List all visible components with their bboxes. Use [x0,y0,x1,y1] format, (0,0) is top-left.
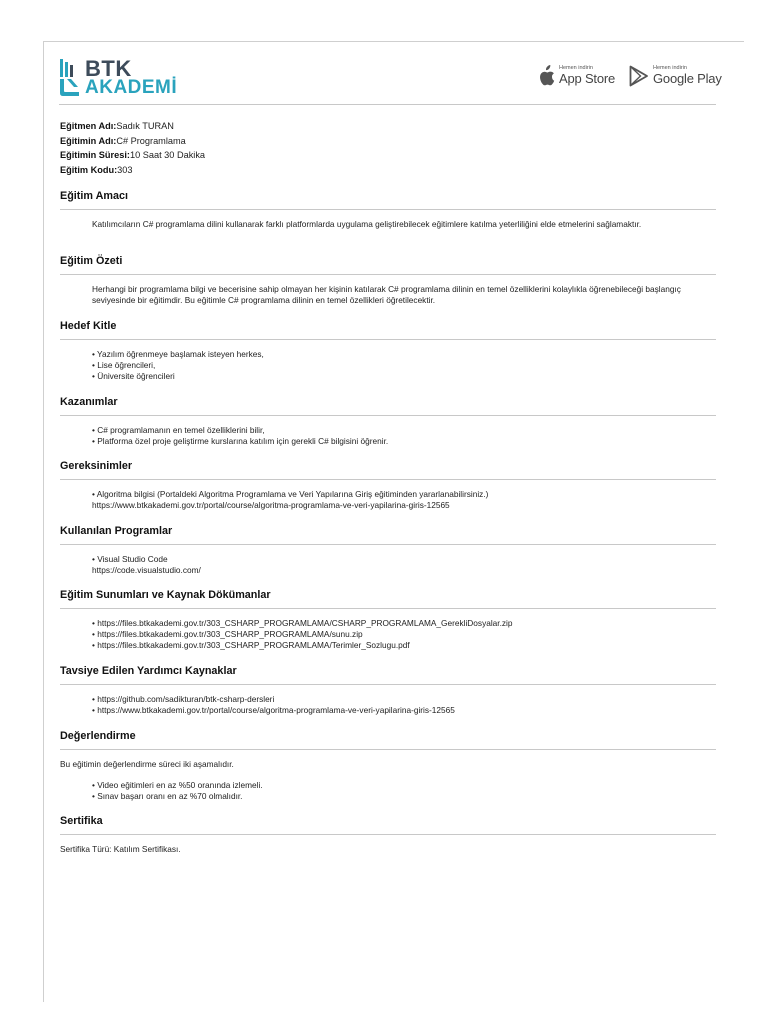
section-recommended-resources [60,664,716,716]
app-store-label: App Store [559,71,616,86]
list-item: • Sınav başarı oranı en az %70 olmalıdır. [92,791,243,801]
section-body [60,284,716,306]
meta-code [60,163,205,178]
evaluation-list [60,780,716,802]
header-divider [59,104,716,105]
list-item: • C# programlamanın en temel özelliklerini bilir, [92,425,265,435]
section-summary [60,254,716,306]
meta-duration [60,148,205,163]
list-item: • Lise öğrencileri, [92,360,156,370]
section-body [60,349,716,382]
section-divider [60,684,716,685]
section-body [60,618,716,651]
section-title: Eğitim Sunumları ve Kaynak Dökümanlar [60,589,271,601]
software-link[interactable]: https://code.visualstudio.com/ [92,565,201,575]
section-title: Eğitim Amacı [60,190,128,202]
section-divider [60,209,716,210]
evaluation-intro: Bu eğitimin değerlendirme süreci iki aşamalıdır. [60,759,234,769]
section-requirements [60,459,716,511]
section-title: Sertifika [60,815,103,827]
section-divider [60,834,716,835]
section-body [60,219,716,230]
section-title: Gereksinimler [60,460,133,472]
document-link[interactable]: • https://files.btkakademi.gov.tr/303_CSHARP_PROGRAMLAMA/sunu.zip [92,629,363,639]
section-evaluation [60,729,716,802]
list-item: • Visual Studio Code [92,554,168,564]
list-item: • Algoritma bilgisi (Portaldeki Algoritma Programlama ve Veri Yapılarına Giriş eğitiminden yararlanabilirsiniz.) [92,489,489,499]
meta-label: Eğitimin Adı: [60,135,117,146]
meta-label: Eğitimin Süresi: [60,150,130,161]
section-divider [60,749,716,750]
header [59,55,722,103]
section-title: Kullanılan Programlar [60,525,173,537]
section-certificate [60,814,716,855]
list-item: • Platforma özel proje geliştirme kurslarına katılım için gerekli C# bilgisini öğrenir. [92,436,389,446]
google-play-icon [629,65,649,87]
section-body [60,554,716,576]
page-frame [43,41,744,1002]
app-store-badge[interactable] [537,65,621,89]
google-play-small-text: Hemen indirin [653,65,687,71]
section-divider [60,415,716,416]
resource-link[interactable]: • https://github.com/sadikturan/btk-csharp-dersleri [92,694,275,704]
google-play-badge[interactable] [629,65,722,89]
requirement-link[interactable]: https://www.btkakademi.gov.tr/portal/course/algoritma-programlama-ve-veri-yapilarina-giris-12565 [92,500,450,510]
meta-value: C# Programlama [116,135,186,146]
section-divider [60,339,716,340]
section-body [60,694,716,716]
section-body [60,844,716,855]
document-link[interactable]: • https://files.btkakademi.gov.tr/303_CSHARP_PROGRAMLAMA/Terimler_Sozlugu.pdf [92,640,410,650]
section-divider [60,479,716,480]
section-outcomes [60,395,716,447]
summary-text: Herhangi bir programlama bilgi ve becerisine sahip olmayan her kişinin katılarak C# programlama dilinin en temel özelliklerini kolaylıkla öğrenebileceği başlangıç seviyesinde bir eğitimdir. Bu eğitimle C# programlama dilinin en temel özellikleri öğretilecektir. [92,284,681,305]
list-item: • Üniversite öğrencileri [92,371,175,381]
course-meta [60,119,205,178]
resource-link[interactable]: • https://www.btkakademi.gov.tr/portal/course/algoritma-programlama-ve-veri-yapilarina-giris-12565 [92,705,455,715]
section-divider [60,608,716,609]
google-play-label: Google Play [653,71,722,86]
list-item: • Yazılım öğrenmeye başlamak isteyen herkes, [92,349,264,359]
section-title: Tavsiye Edilen Yardımcı Kaynaklar [60,665,237,677]
btk-logo-mark-icon [59,57,83,97]
app-store-small-text: Hemen indirin [559,65,593,71]
meta-label: Eğitmen Adı: [60,121,117,131]
meta-label: Eğitim Kodu: [60,165,118,176]
section-title: Değerlendirme [60,730,136,742]
section-body [60,425,716,447]
meta-value: 10 Saat 30 Dakika [129,150,206,161]
section-body [60,759,716,802]
section-purpose [60,189,716,230]
section-title: Eğitim Özeti [60,255,123,267]
logo-text-btk: BTK [85,56,132,81]
logo-text-akademi: AKADEMİ [85,77,178,98]
apple-icon [537,65,555,87]
list-item: • Video eğitimleri en az %50 oranında izlemeli. [92,780,263,790]
section-divider [60,274,716,275]
purpose-text: Katılımcıların C# programlama dilini kullanarak farklı platformlarda uygulama geliştirebilecek eğitimlere katılma yeterliliğini elde etmelerini sağlamaktır. [92,219,642,229]
section-body [60,489,716,511]
section-documents [60,588,716,651]
meta-value: 303 [117,165,133,176]
section-divider [60,544,716,545]
section-title: Kazanımlar [60,396,118,408]
meta-instructor [60,119,205,134]
meta-course-name [60,134,205,149]
section-software [60,524,716,576]
meta-value: Sadık TURAN [116,121,174,131]
document-link[interactable]: • https://files.btkakademi.gov.tr/303_CSHARP_PROGRAMLAMA/CSHARP_PROGRAMLAMA_GerekliDosyalar.zip [92,618,513,628]
btk-akademi-logo[interactable] [59,55,199,101]
certificate-type: Sertifika Türü: Katılım Sertifikası. [60,844,181,854]
section-title: Hedef Kitle [60,320,117,332]
section-target-audience [60,319,716,382]
